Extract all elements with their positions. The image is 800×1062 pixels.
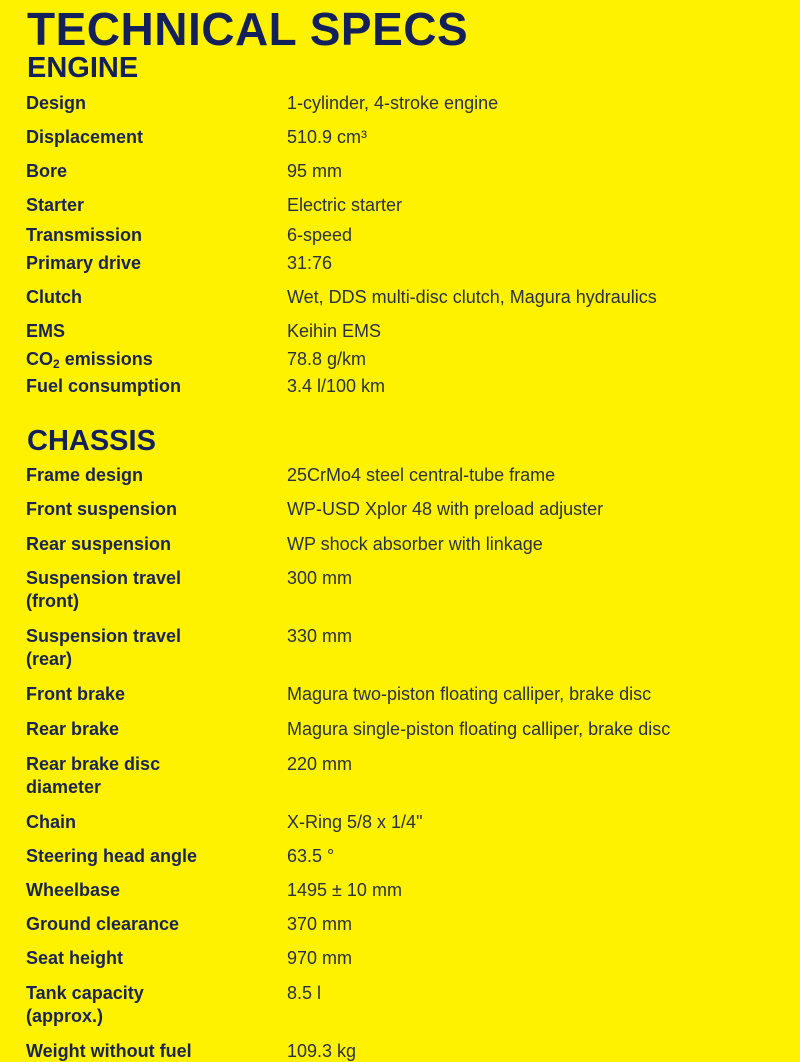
spec-value: 6-speed <box>287 225 353 245</box>
page-title: TECHNICAL SPECS <box>27 3 469 55</box>
spec-label: Bore <box>26 161 68 181</box>
spec-value: 8.5 l <box>287 983 322 1003</box>
spec-value: 95 mm <box>287 161 343 181</box>
spec-value: 330 mm <box>287 626 353 646</box>
spec-label: Frame design <box>26 465 144 485</box>
spec-value: 31:76 <box>287 253 333 273</box>
spec-value: WP-USD Xplor 48 with preload adjuster <box>287 499 604 519</box>
spec-label: Starter <box>26 195 85 215</box>
spec-label: Ground clearance <box>26 914 180 934</box>
spec-label: Weight without fuel <box>26 1041 192 1061</box>
spec-label: Rear brake <box>26 719 120 739</box>
spec-value: 1-cylinder, 4-stroke engine <box>287 93 499 113</box>
co2-label-subscript: 2 <box>53 357 60 371</box>
spec-label: Tank capacity (approx.) <box>26 983 144 1026</box>
spec-label: Design <box>26 93 87 113</box>
spec-value: 220 mm <box>287 754 353 774</box>
spec-value: 109.3 kg <box>287 1041 357 1061</box>
spec-value: 1495 ± 10 mm <box>287 880 402 900</box>
spec-value: Electric starter <box>287 195 403 215</box>
spec-value: 3.4 l/100 km <box>287 376 386 396</box>
spec-value: 970 mm <box>287 948 353 968</box>
spec-value: 510.9 cm³ <box>287 127 368 147</box>
spec-label: Suspension travel (rear) <box>26 626 182 669</box>
spec-label: Wheelbase <box>26 880 121 900</box>
spec-value: Magura single-piston floating calliper, brake disc <box>287 719 671 739</box>
spec-label: Primary drive <box>26 253 142 273</box>
spec-label: Rear brake disc diameter <box>26 754 161 797</box>
section-heading-chassis: CHASSIS <box>27 425 156 457</box>
spec-label: Seat height <box>26 948 124 968</box>
spec-label-co2 <box>26 348 153 376</box>
co2-label-prefix: CO <box>26 349 53 369</box>
spec-label: Transmission <box>26 225 143 245</box>
spec-value: X-Ring 5/8 x 1/4" <box>287 812 423 832</box>
spec-value: 25CrMo4 steel central-tube frame <box>287 465 556 485</box>
spec-label: Front brake <box>26 684 126 704</box>
section-heading-engine: ENGINE <box>27 52 139 84</box>
spec-label: EMS <box>26 321 66 341</box>
spec-label: Clutch <box>26 287 82 307</box>
spec-label: Chain <box>26 812 77 832</box>
spec-value: 78.8 g/km <box>287 349 367 369</box>
spec-value: Keihin EMS <box>287 321 382 341</box>
spec-label: Fuel consumption <box>26 376 181 396</box>
spec-label: Steering head angle <box>26 846 198 866</box>
spec-value: WP shock absorber with linkage <box>287 534 543 554</box>
spec-value: 300 mm <box>287 568 353 588</box>
spec-value: 63.5 ° <box>287 846 335 866</box>
spec-value: Wet, DDS multi-disc clutch, Magura hydraulics <box>287 287 657 307</box>
spec-label: Rear suspension <box>26 534 172 554</box>
spec-value: 370 mm <box>287 914 353 934</box>
spec-label: Front suspension <box>26 499 178 519</box>
spec-value: Magura two-piston floating calliper, brake disc <box>287 684 652 704</box>
spec-label: Displacement <box>26 127 144 147</box>
spec-label: Suspension travel (front) <box>26 568 182 611</box>
co2-label-suffix: emissions <box>59 349 153 369</box>
